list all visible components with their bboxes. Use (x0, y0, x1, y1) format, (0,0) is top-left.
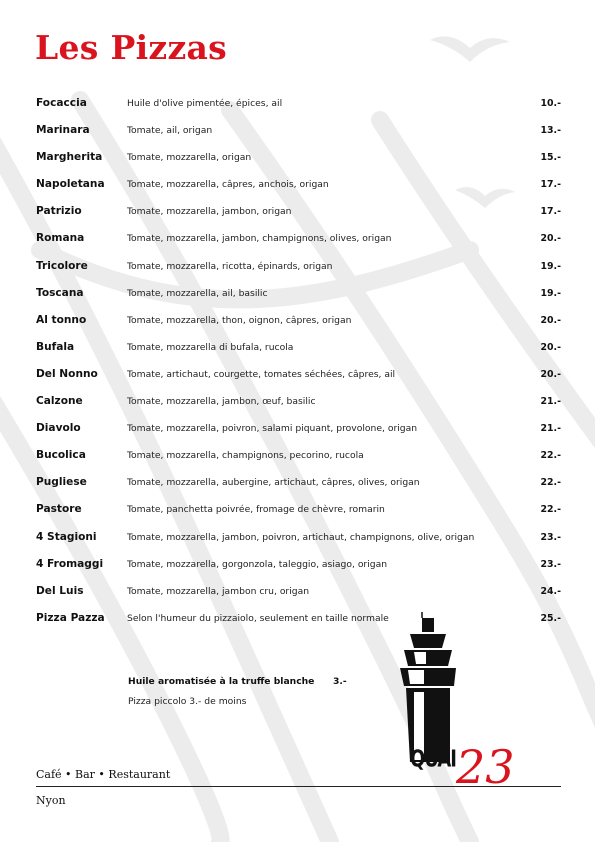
pizza-price: 22.- (540, 477, 561, 489)
pizza-name: Bucolica (36, 449, 86, 462)
pizza-ingredients: Tomate, panchetta poivrée, fromage de chèvre, romarin (127, 504, 385, 516)
pizza-price: 21.- (540, 396, 561, 408)
pizza-price: 23.- (540, 558, 561, 570)
pizza-name: Pizza Pazza (36, 611, 105, 624)
pizza-ingredients: Tomate, mozzarella, jambon, origan (127, 206, 292, 218)
pizza-name: Margherita (36, 151, 103, 164)
pizza-ingredients: Huile d'olive pimentée, épices, ail (127, 98, 283, 109)
pizza-price: 19.- (540, 287, 561, 299)
truffle-oil-price: 3.- (333, 676, 347, 687)
pizza-price: 17.- (540, 179, 561, 191)
pizza-price: 13.- (540, 125, 561, 137)
pizza-name: Napoletana (36, 178, 105, 191)
pizza-ingredients: Tomate, mozzarella, thon, oignon, câpres, origan (127, 314, 352, 326)
pizza-ingredients: Tomate, mozzarella, jambon, œuf, basilic (127, 396, 316, 408)
pizza-name: 4 Stagioni (36, 530, 97, 543)
pizza-list (36, 95, 563, 637)
pizza-ingredients: Tomate, mozzarella, champignons, pecorino, rucola (127, 450, 364, 462)
pizza-name: Al tonno (36, 313, 87, 326)
menu-item (36, 95, 563, 122)
logo-word: QUAI (410, 745, 456, 773)
pizza-ingredients: Tomate, ail, origan (127, 125, 213, 137)
pizza-ingredients: Tomate, mozzarella, aubergine, artichaut, câpres, olives, origan (127, 477, 420, 489)
menu-item (36, 529, 563, 556)
menu-item (36, 203, 563, 230)
pizza-ingredients: Selon l'humeur du pizzaiolo, seulement en taille normale (127, 612, 389, 624)
pizza-name: Patrizio (36, 205, 82, 218)
pizza-name: Marinara (36, 124, 90, 137)
menu-item (36, 312, 563, 339)
menu-item (36, 447, 563, 474)
pizza-price: 20.- (540, 368, 561, 380)
menu-item (36, 149, 563, 176)
pizza-name: Bufala (36, 340, 75, 353)
pizza-price: 22.- (540, 504, 561, 516)
menu-item (36, 258, 563, 285)
menu-item (36, 556, 563, 583)
pizza-ingredients: Tomate, mozzarella, jambon cru, origan (127, 585, 310, 597)
pizza-price: 24.- (540, 585, 561, 597)
menu-item (36, 393, 563, 420)
pizza-price: 20.- (540, 233, 561, 245)
menu-item (36, 420, 563, 447)
pizza-price: 22.- (540, 450, 561, 462)
pizza-price: 20.- (540, 341, 561, 353)
pizza-name: Pugliese (36, 476, 87, 489)
pizza-ingredients: Tomate, mozzarella, gorgonzola, taleggio, asiago, origan (127, 558, 388, 570)
pizza-ingredients: Tomate, mozzarella, câpres, anchois, origan (127, 179, 329, 191)
pizza-ingredients: Tomate, mozzarella, jambon, champignons, olives, origan (127, 233, 392, 245)
pizza-name: Del Luis (36, 584, 84, 597)
footer-city: Nyon (36, 794, 66, 807)
menu-item (36, 474, 563, 501)
pizza-name: Romana (36, 232, 85, 245)
pizza-name: Diavolo (36, 422, 81, 435)
pizza-ingredients: Tomate, mozzarella, ail, basilic (127, 287, 268, 299)
menu-item (36, 501, 563, 528)
pizza-name: Pastore (36, 503, 82, 516)
pizza-name: Focaccia (36, 97, 87, 109)
truffle-oil-label: Huile aromatisée à la truffe blanche (128, 676, 315, 687)
pizza-price: 20.- (540, 314, 561, 326)
pizza-price: 25.- (540, 612, 561, 624)
pizza-ingredients: Tomate, mozzarella di bufala, rucola (127, 341, 294, 353)
menu-item (36, 230, 563, 257)
page-title: Les Pizzas (35, 28, 228, 67)
pizza-name: Calzone (36, 395, 83, 408)
menu-item (36, 176, 563, 203)
small-pizza-note: Pizza piccolo 3.- de moins (128, 696, 247, 707)
pizza-name: Toscana (36, 286, 84, 299)
pizza-price: 19.- (540, 260, 561, 272)
pizza-ingredients: Tomate, mozzarella, ricotta, épinards, origan (127, 260, 333, 272)
pizza-ingredients: Tomate, mozzarella, jambon, poivron, artichaut, champignons, olive, origan (127, 531, 475, 543)
pizza-price: 10.- (540, 98, 561, 109)
pizza-ingredients: Tomate, mozzarella, poivron, salami piquant, provolone, origan (127, 423, 418, 435)
pizza-ingredients: Tomate, artichaut, courgette, tomates séchées, câpres, ail (127, 368, 396, 380)
logo-number: 23 (456, 740, 515, 794)
pizza-price: 21.- (540, 423, 561, 435)
pizza-name: Del Nonno (36, 367, 98, 380)
pizza-price: 17.- (540, 206, 561, 218)
menu-item (36, 339, 563, 366)
pizza-name: Tricolore (36, 259, 88, 272)
menu-item (36, 122, 563, 149)
footer-tagline: Café • Bar • Restaurant (36, 768, 171, 781)
pizza-price: 23.- (540, 531, 561, 543)
menu-item (36, 583, 563, 610)
menu-item (36, 366, 563, 393)
pizza-ingredients: Tomate, mozzarella, origan (127, 152, 252, 164)
pizza-name: 4 Fromaggi (36, 557, 104, 570)
menu-item (36, 285, 563, 312)
pizza-price: 15.- (540, 152, 561, 164)
